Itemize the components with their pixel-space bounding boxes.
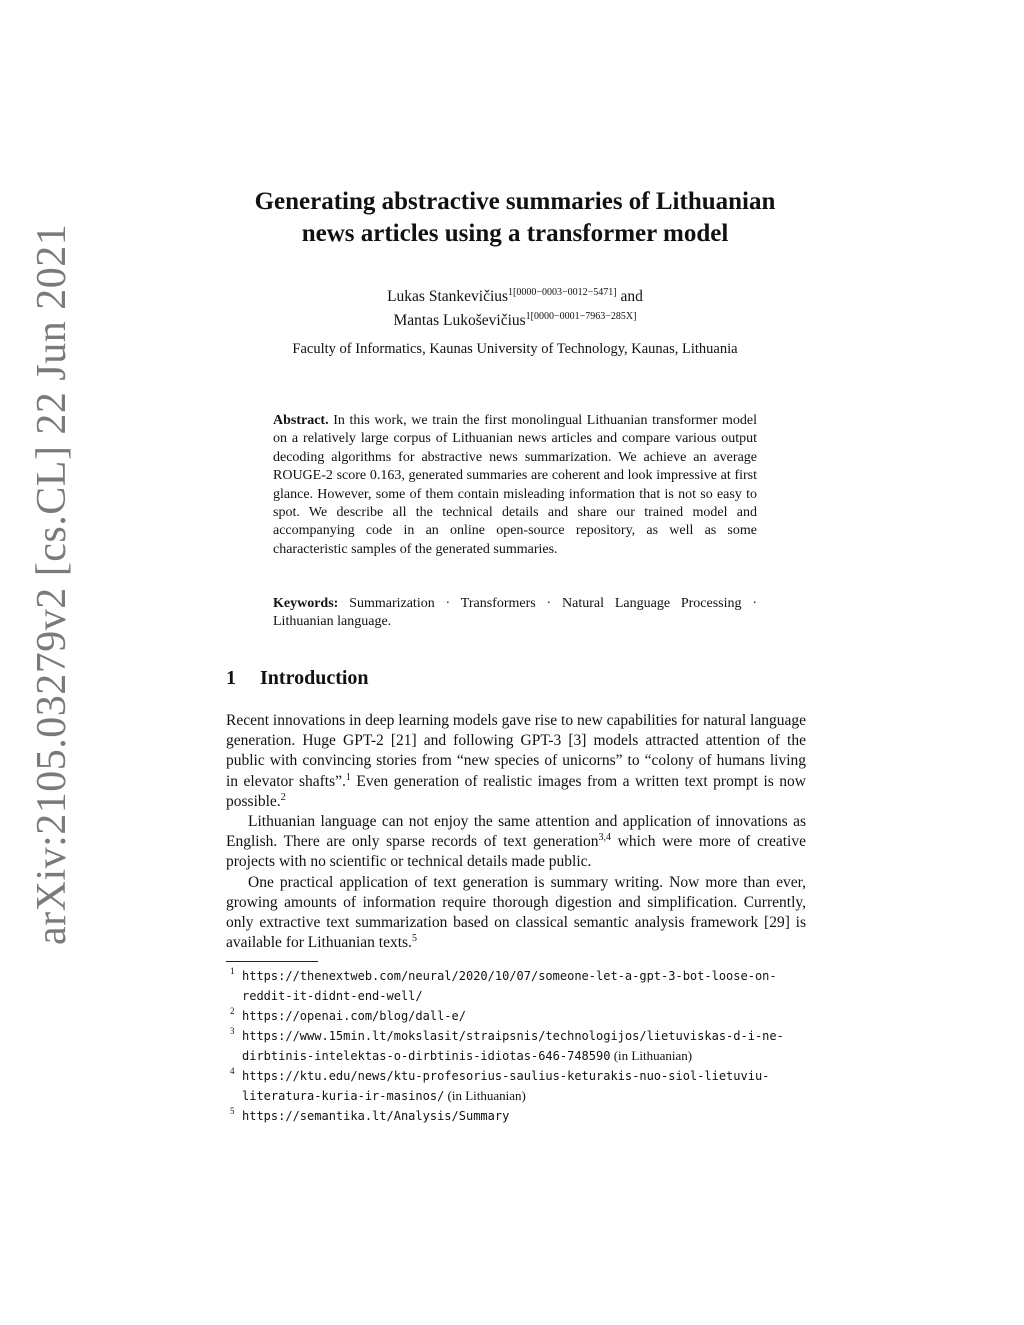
author-1-name: Lukas Stankevičius — [387, 288, 509, 306]
footnote-mark: 5 — [230, 1106, 235, 1116]
footnote — [226, 966, 806, 1006]
footnotes — [226, 966, 806, 1126]
keywords — [273, 595, 757, 632]
section-number: 1 — [226, 667, 236, 689]
footnote-note: (in Lithuanian) — [444, 1088, 526, 1103]
footnote-divider — [226, 961, 318, 962]
footnote-url[interactable]: https://ktu.edu/news/ktu-profesorius-saulius-keturakis-nuo-siol-lietuviu-literatura-kuria-ir-masinos/ — [242, 1069, 770, 1103]
author-1-orcid: 1[0000−0003−0012−5471] — [508, 287, 617, 298]
footnote-mark: 4 — [230, 1066, 235, 1076]
footnote-ref[interactable]: 1 — [345, 771, 351, 783]
title-line-2: news articles using a transformer model — [301, 220, 729, 247]
footnote-note: (in Lithuanian) — [610, 1048, 693, 1063]
abstract — [273, 412, 757, 559]
footnote-ref[interactable]: 3,4 — [598, 832, 612, 844]
author-2-orcid: 1[0000−0001−7963−285X] — [525, 311, 637, 323]
footnote-url[interactable]: https://thenextweb.com/neural/2020/10/07/someone-let-a-gpt-3-bot-loose-on-reddit-it-didnt-end-well/ — [242, 969, 777, 1003]
paper-title — [200, 186, 830, 250]
keywords-text: Summarization · Transformers · Natural Language Processing · Lithuanian language. — [273, 596, 758, 630]
arxiv-side-stamp: arXiv:2105.03279v2 [cs.CL] 22 Jun 2021 — [29, 223, 75, 945]
abstract-text: In this work, we train the first monolingual Lithuanian transformer model on a relatively large corpus of Lithuanian news articles and compare various output decoding algorithms for abstractive news summarization. We achieve an average ROUGE-2 score 0.163, generated summaries are coherent and look impressive at first glance. However, some of them contain misleading information that is not so easy to spot. We describe all the technical details and share our trained model and accompanying code in an online open-source repository, as well as some characteristic samples of the generated summaries. — [273, 413, 757, 557]
affiliation: Faculty of Informatics, Kaunas University of Technology, Kaunas, Lithuania — [292, 341, 738, 357]
footnote — [226, 1066, 806, 1106]
footnote — [226, 1026, 806, 1066]
title-line-1: Generating abstractive summaries of Lithuanian — [254, 188, 776, 215]
paragraph: Recent innovations in deep learning models gave rise to new capabilities for natural language generation. Huge GPT-2 [21] and following GPT-3 [3] models attracted attention of the public with convincing stories from “new species of unicorns” to “colony of humans living in elevator shafts”.$^1$ Even generation of realistic images from a written text prompt is now possible.$^2$ — [226, 712, 806, 810]
footnote-url[interactable]: https://openai.com/blog/dall-e/ — [242, 1009, 466, 1023]
body-text — [226, 711, 806, 953]
section-title: Introduction — [260, 667, 369, 689]
footnote-url[interactable]: https://www.15min.lt/mokslasit/straipsnis/technologijos/lietuviskas-d-i-ne-dirbtinis-intelektas-o-dirbtinis-idiotas-646-748590 — [242, 1029, 784, 1063]
keywords-label: Keywords: — [273, 596, 339, 611]
footnote-url[interactable]: https://semantika.lt/Analysis/Summary — [242, 1109, 510, 1123]
author-list — [260, 283, 770, 331]
footnote — [226, 1106, 806, 1126]
abstract-label: Abstract. — [273, 413, 329, 428]
footnote-mark: 1 — [230, 966, 235, 976]
footnote-ref[interactable]: 5 — [411, 933, 417, 945]
footnote-mark: 3 — [230, 1026, 235, 1036]
footnote-mark: 2 — [230, 1006, 235, 1016]
footnote-ref[interactable]: 2 — [280, 791, 286, 803]
footnote — [226, 1006, 806, 1026]
section-heading — [226, 667, 369, 690]
author-joiner: and — [620, 288, 643, 306]
paragraph: Lithuanian language can not enjoy the same attention and application of innovations as English. There are only sparse records of text generation$^{3,4}$ which were more of creative projects with no scientific or technical details made public. — [226, 813, 806, 871]
author-2-name: Mantas Lukoševičius — [393, 312, 526, 330]
paragraph: One practical application of text generation is summary writing. Now more than ever, growing amounts of information require thorough digestion and simplification. Currently, only extractive text summarization based on classical semantic analysis framework [29] is available for Lithuanian texts.$^5$ — [226, 873, 806, 952]
